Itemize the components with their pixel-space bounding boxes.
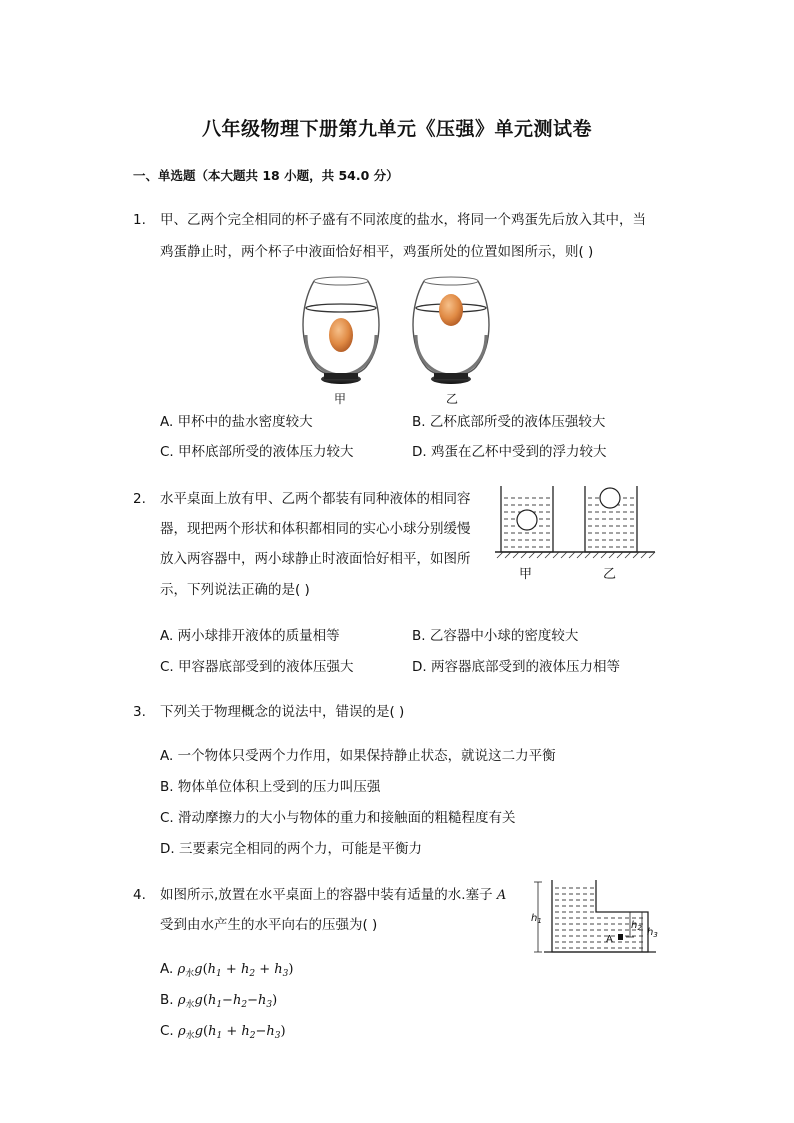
question-number: 2. — [133, 491, 146, 507]
question-text: 水平桌面上放有甲、乙两个都装有同种液体的相同容 — [160, 491, 471, 507]
egg-icon — [329, 318, 353, 352]
containers-balls-figure — [495, 478, 665, 586]
option-c[interactable]: C. $\rho_水g(h_1 + h_2-h_3)$ — [160, 1023, 286, 1041]
egg-icon — [439, 294, 463, 326]
option-d[interactable]: D. 三要素完全相同的两个力，可能是平衡力 — [160, 841, 422, 857]
ball-icon — [600, 488, 620, 508]
question-text: 甲、乙两个完全相同的杯子盛有不同浓度的盐水，将同一个鸡蛋先后放入其中，当 — [160, 212, 646, 228]
cup-jia — [303, 277, 379, 384]
question-text: 下列关于物理概念的说法中，错误的是( ) — [160, 704, 405, 720]
section-heading: 一、单选题（本大题共 18 小题，共 54.0 分） — [133, 168, 399, 183]
option-c[interactable]: C. 甲容器底部受到的液体压强大 — [160, 659, 354, 675]
option-a[interactable]: A. 甲杯中的盐水密度较大 — [160, 414, 313, 430]
svg-text:h3: $h_3$ — [647, 927, 658, 939]
figure-label: 甲 — [334, 392, 347, 406]
svg-text:h2: $h_2$ — [631, 920, 642, 932]
container-plug-figure — [530, 876, 665, 958]
option-c[interactable]: C. 甲杯底部所受的液体压力较大 — [160, 444, 354, 460]
container-jia — [501, 486, 553, 552]
cup-yi — [413, 277, 489, 384]
question-text: 示，下列说法正确的是( ) — [160, 582, 310, 598]
plug-label: A — [606, 934, 613, 945]
ball-icon — [517, 510, 537, 530]
question-number: 1. — [133, 212, 146, 228]
egg-cups-figure — [296, 275, 506, 410]
option-c[interactable]: C. 滑动摩擦力的大小与物体的重力和接触面的粗糙程度有关 — [160, 810, 516, 826]
option-b[interactable]: B. 乙容器中小球的密度较大 — [412, 628, 579, 644]
question-number: 4. — [133, 887, 146, 903]
option-b[interactable]: B. $\rho_水g(h_1-h_2-h_3)$ — [160, 992, 278, 1010]
figure-label: 乙 — [603, 567, 617, 582]
option-a[interactable]: A. 两小球排开液体的质量相等 — [160, 628, 340, 644]
page-title: 八年级物理下册第九单元《压强》单元测试卷 — [201, 118, 592, 140]
question-text: 鸡蛋静止时，两个杯子中液面恰好相平，鸡蛋所处的位置如图所示，则( ) — [160, 244, 594, 260]
option-d[interactable]: D. 两容器底部受到的液体压力相等 — [412, 659, 620, 675]
question-text: 放入两容器中，两小球静止时液面恰好相平，如图所 — [160, 551, 471, 567]
svg-text:h1: $h_1$ — [531, 913, 542, 925]
option-d[interactable]: D. 鸡蛋在乙杯中受到的浮力较大 — [412, 444, 607, 460]
question-text: 器，现把两个形状和体积都相同的实心小球分别缓慢 — [160, 521, 471, 537]
figure-label: 甲 — [519, 567, 533, 582]
question-number: 3. — [133, 704, 146, 720]
container-yi — [585, 486, 637, 552]
option-a[interactable]: A. $\rho_水g(h_1 + h_2 + h_3)$ — [160, 961, 294, 979]
question-text: 如图所示,放置在水平桌面上的容器中装有适量的水.塞子 A — [160, 887, 507, 903]
option-b[interactable]: B. 物体单位体积上受到的压力叫压强 — [160, 779, 381, 795]
question-text: 受到由水产生的水平向右的压强为( ) — [160, 917, 378, 933]
option-b[interactable]: B. 乙杯底部所受的液体压强较大 — [412, 414, 606, 430]
figure-label: 乙 — [446, 392, 459, 406]
option-a[interactable]: A. 一个物体只受两个力作用，如果保持静止状态，就说这二力平衡 — [160, 748, 556, 764]
plug-icon — [618, 934, 623, 940]
